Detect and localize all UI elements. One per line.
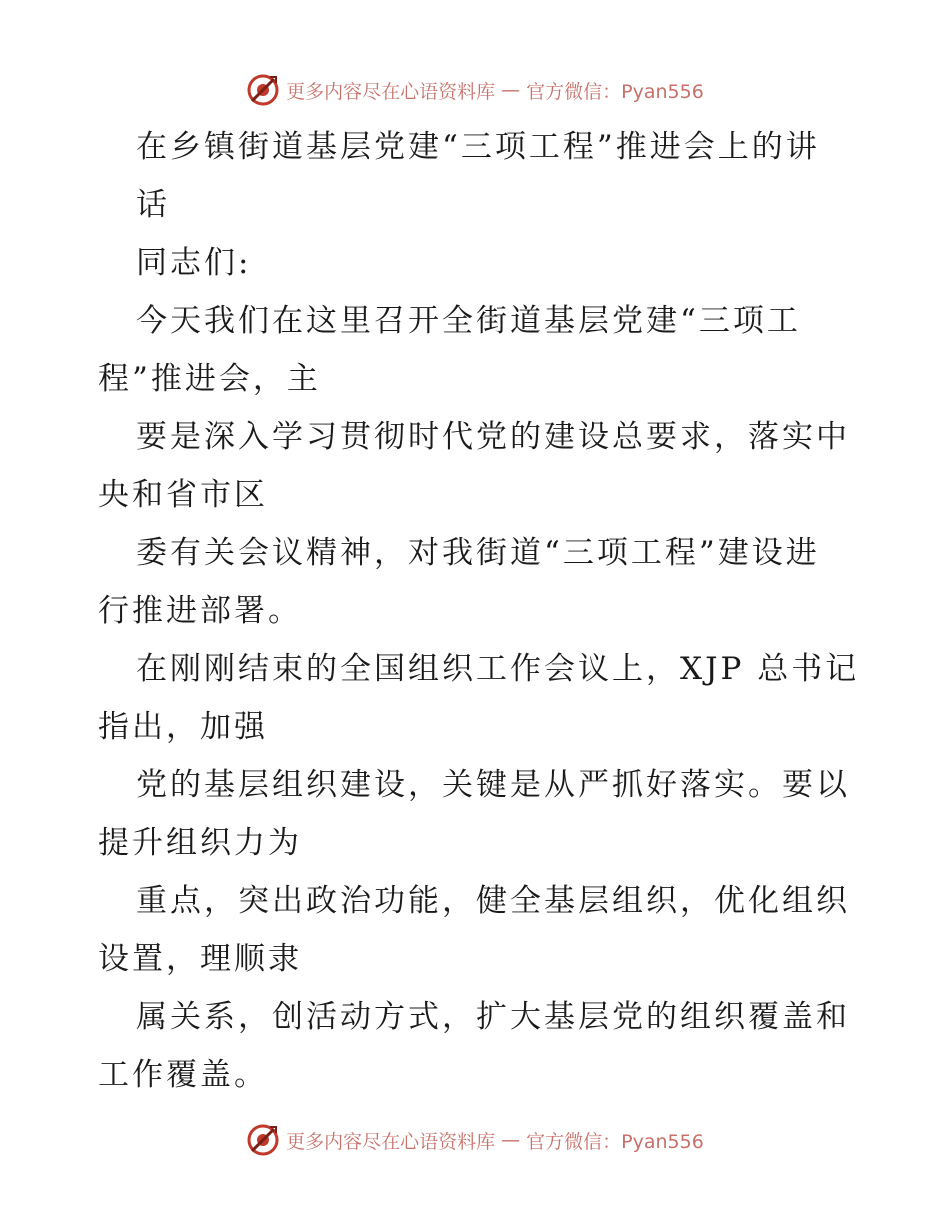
- paragraph-line: 委有关会议精神，对我街道“三项工程”建设进: [136, 535, 820, 571]
- title-line-2: 话: [136, 187, 170, 223]
- speech-body: [98, 118, 858, 1104]
- watermark-text: 更多内容尽在心语资料库: [286, 80, 496, 103]
- paragraph-line: 提升组织力为: [98, 825, 302, 861]
- paragraph-line: 指出，加强: [98, 709, 268, 745]
- paragraph-line: 在刚刚结束的全国组织工作会议上，XJP 总书记: [136, 651, 860, 687]
- paragraph-line: 工作覆盖。: [98, 1057, 268, 1093]
- watermark-text: 更多内容尽在心语资料库: [286, 1130, 496, 1153]
- brand-logo-icon: [246, 1123, 280, 1157]
- header-watermark: [0, 70, 950, 110]
- footer-watermark: [0, 1120, 950, 1160]
- watermark-separator: —: [501, 79, 521, 101]
- paragraph-line: 央和省市区: [98, 477, 268, 513]
- salutation: 同志们:: [136, 245, 252, 281]
- paragraph-line: 今天我们在这里召开全街道基层党建“三项工: [136, 303, 801, 339]
- watermark-wechat: 官方微信：Pyan556: [526, 80, 704, 103]
- paragraph-line: 要是深入学习贯彻时代党的建设总要求，落实中: [136, 419, 850, 455]
- watermark-wechat: 官方微信：Pyan556: [526, 1130, 704, 1153]
- paragraph-line: 党的基层组织建设，关键是从严抓好落实。要以: [136, 767, 850, 803]
- paragraph-line: 设置，理顺隶: [98, 941, 302, 977]
- paragraph-line: 属关系，创活动方式，扩大基层党的组织覆盖和: [136, 999, 850, 1035]
- paragraph-line: 行推进部署。: [98, 593, 302, 629]
- watermark-separator: —: [501, 1129, 521, 1151]
- paragraph-line: 程”推进会，主: [98, 361, 321, 397]
- paragraph-line: 重点，突出政治功能，健全基层组织，优化组织: [136, 883, 850, 919]
- brand-logo-icon: [246, 73, 280, 107]
- title-line-1: 在乡镇街道基层党建“三项工程”推进会上的讲: [136, 129, 820, 165]
